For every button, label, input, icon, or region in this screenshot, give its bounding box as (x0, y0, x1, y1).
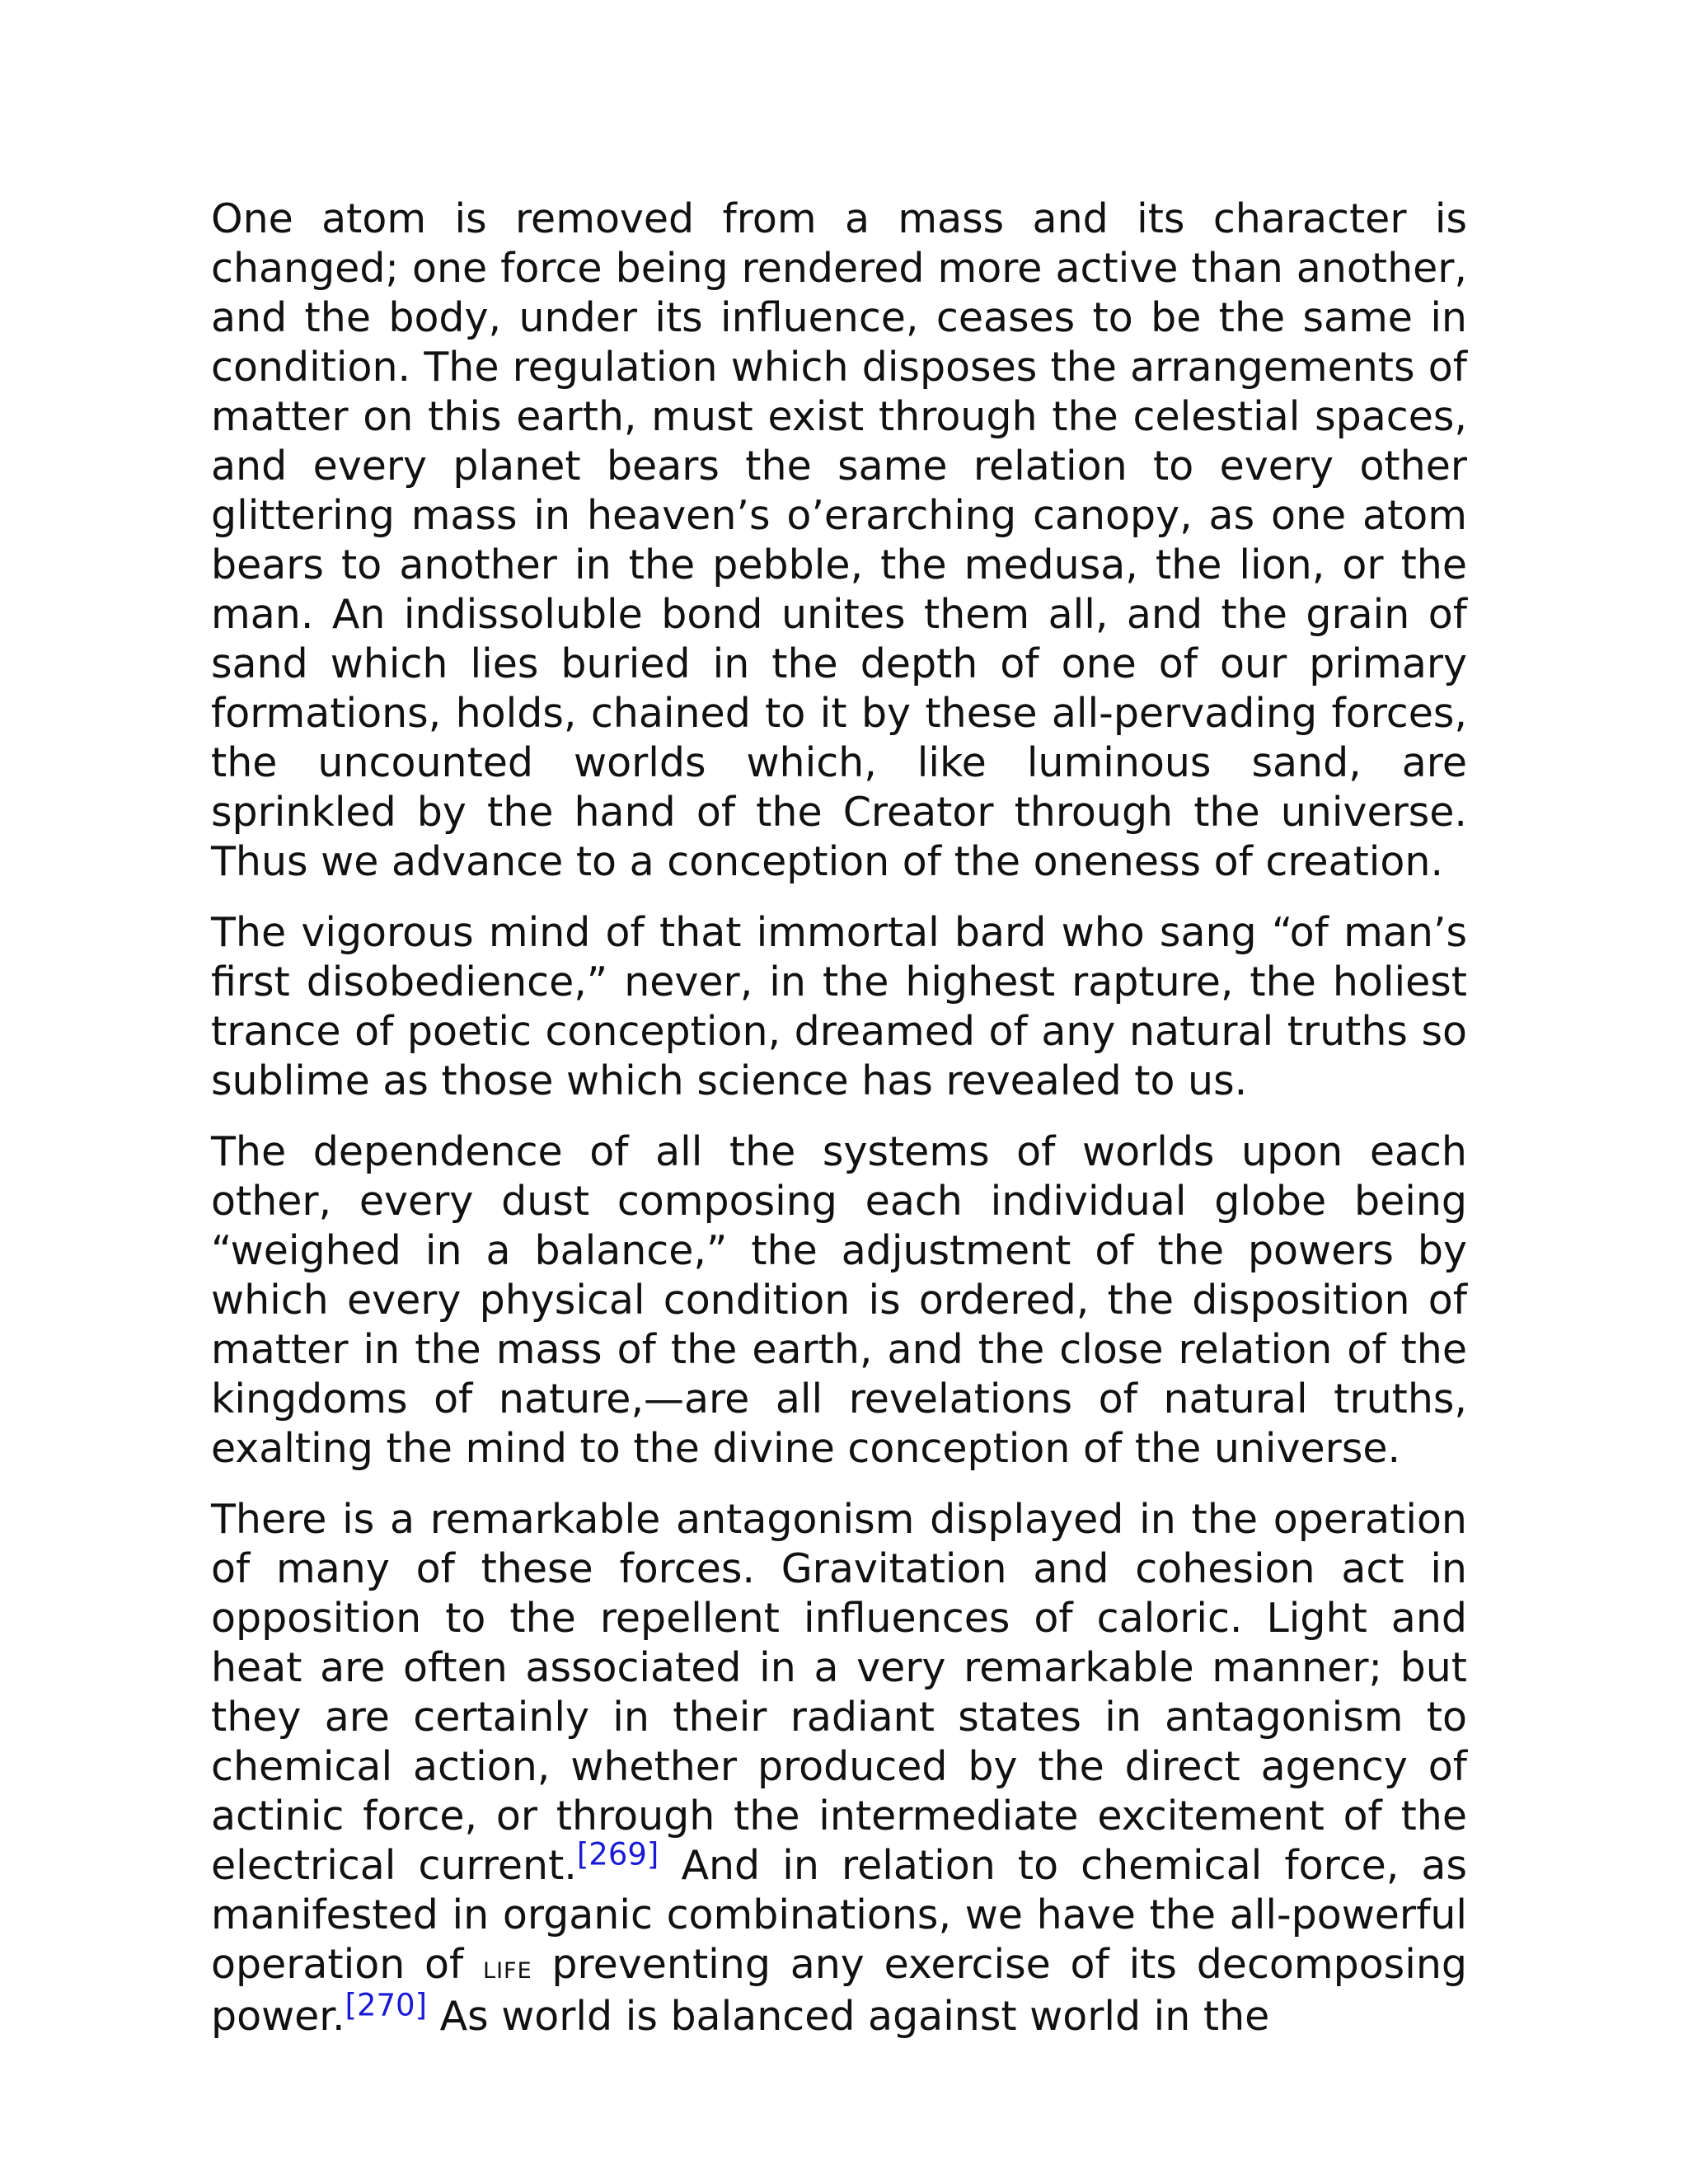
paragraph-text-segment: As world is balanced against world in the (427, 1993, 1270, 2040)
paragraph-text-segment: preventing any exercise of its decomposing power. (211, 1941, 1467, 2040)
paragraph-text-segment: There is a remarkable antagonism displayed in the operation of many of these forces. Gravitation and cohesion act in opposition to the repellent influences of caloric. Light and heat are often associated in a very remarkable manner; but they are certainly in their radiant states in antagonism to chemical action, whether produced by the direct agency of actinic force, or through the intermediate excitement of the electrical current. (211, 1496, 1467, 1889)
paragraph-dependence-of-systems: The dependence of all the systems of worlds upon each other, every dust composing each individual globe being “weighed in a balance,” the adjustment of the powers by which every physical condition is ordered, the disposition of matter in the mass of the earth, and the close relation of the kingdoms of nature,—are all revelations of natural truths, exalting the mind to the divine conception of the universe. (211, 1128, 1467, 1472)
paragraph-text-segment: And in relation to chemical force, as manifested in organic combinations, we have the all-powerful operation of (211, 1842, 1467, 1988)
footnote-link-269[interactable]: [269] (576, 1836, 659, 1872)
paragraph-oneness-of-creation: One atom is removed from a mass and its character is changed; one force being rendered more active than another, and the body, under its influence, ceases to be the same in condition. The regulation which disposes the arrangements of matter on this earth, must exist through the celestial spaces, and every planet bears the same relation to every other glittering mass in heaven’s o’erarching canopy, as one atom bears to another in the pebble, the medusa, the lion, or the man. An indissoluble bond unites them all, and the grain of sand which lies buried in the depth of one of our primary formations, holds, chained to it by these all-pervading forces, the uncounted worlds which, like luminous sand, are sprinkled by the hand of the Creator through the universe. Thus we advance to a conception of the oneness of creation. (211, 195, 1467, 885)
small-caps-word-life: life (483, 1949, 532, 1985)
footnote-link-270[interactable]: [270] (345, 1987, 428, 2023)
document-page (211, 194, 1467, 2063)
paragraph-antagonism-of-forces (211, 1495, 1467, 2041)
paragraph-immortal-bard: The vigorous mind of that immortal bard who sang “of man’s first disobedience,” never, in the highest rapture, the holiest trance of poetic conception, dreamed of any natural truths so sublime as those which science has revealed to us. (211, 909, 1467, 1104)
